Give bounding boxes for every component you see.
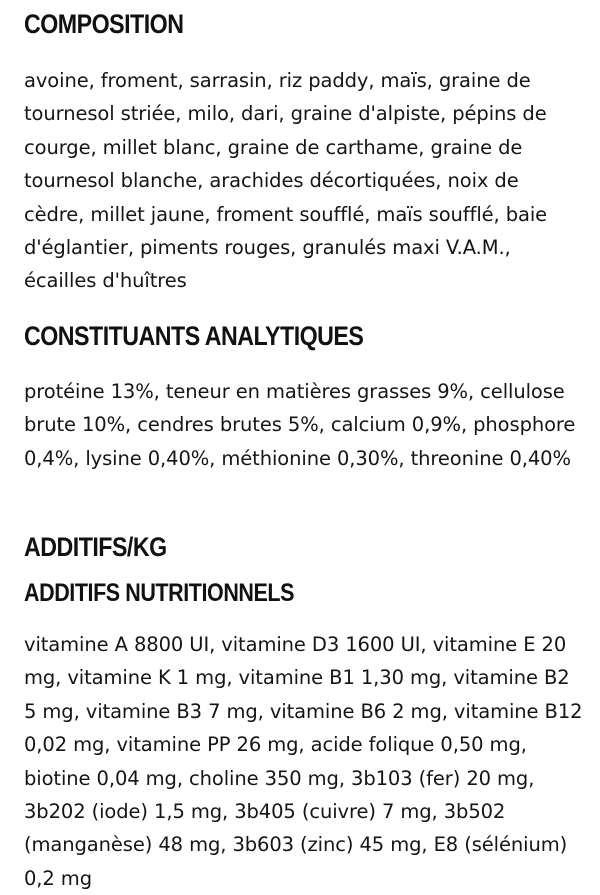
additifs-nutritionnels-heading: ADDITIFS NUTRITIONNELS <box>24 579 295 607</box>
constituants-analytiques-heading: CONSTITUANTS ANALYTIQUES <box>24 321 364 351</box>
constituants-analytiques-text: protéine 13%, teneur en matières grasses 9%, cellulose brute 10%, cendres brutes 5%, calcium 0,9%, phosphore 0,4%, lysine 0,40%, méthionine 0,30%, threonine 0,40% <box>24 380 576 470</box>
composition-heading: COMPOSITION <box>24 9 184 39</box>
additifs-heading: ADDITIFS/KG <box>24 532 167 562</box>
additifs-nutritionnels-text: vitamine A 8800 UI, vitamine D3 1600 UI, vitamine E 20 mg, vitamine K 1 mg, vitamine B1 1,30 mg, vitamine B2 5 mg, vitamine B3 7 mg, vitamine B6 2 mg, vitamine B12 0,02 mg, vitamine PP 26 mg, acide folique 0,50 mg, biotine 0,04 mg, choline 350 mg, 3b103 (fer) 20 mg, 3b202 (iode) 1,5 mg, 3b405 (cuivre) 7 mg, 3b502 (manganèse) 48 mg, 3b603 (zinc) 45 mg, E8 (sélénium) 0,2 mg <box>24 633 583 890</box>
composition-text: avoine, froment, sarrasin, riz paddy, maïs, graine de tournesol striée, milo, dari, graine d'alpiste, pépins de courge, millet blanc, graine de carthame, graine de tournesol blanche, arachides décortiquées, noix de cèdre, millet jaune, froment soufflé, maïs soufflé, baie d'églantier, piments rouges, granulés maxi V.A.M., écailles d'huîtres <box>24 69 548 293</box>
